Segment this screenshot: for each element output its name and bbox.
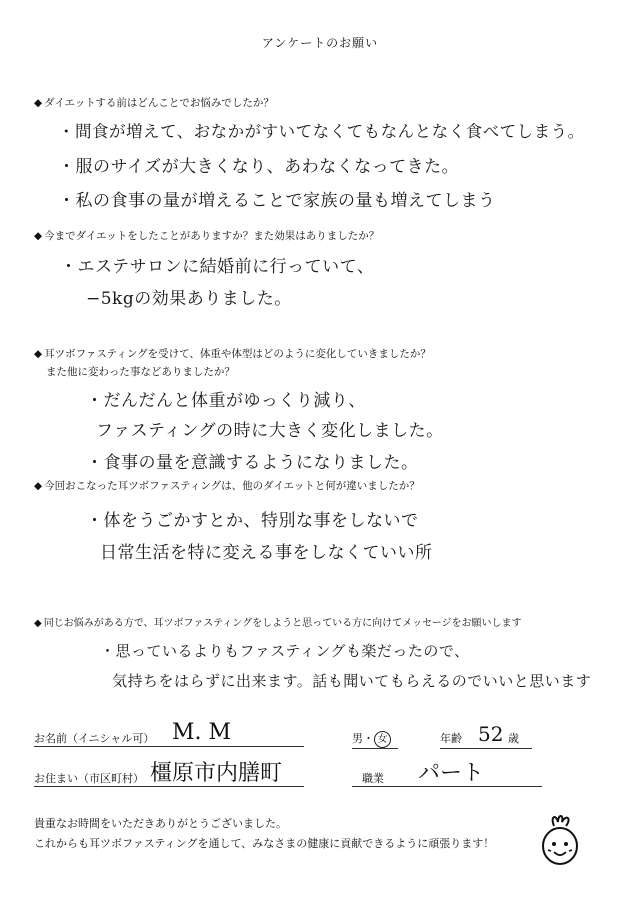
- answer-2-line-2: −5kgの効果ありました。: [86, 289, 292, 309]
- question-5-text: 同じお悩みがある方で、耳ツボファスティングをしようと思っている方に向けてメッセージをお願いします: [43, 618, 522, 629]
- question-1: [34, 95, 274, 111]
- gender-underline: [352, 748, 398, 749]
- answer-3-line-1: ・だんだんと体重がゆっくり減り、: [86, 391, 366, 411]
- answer-4-line-2: 日常生活を特に変える事をしなくていい所: [100, 543, 433, 563]
- question-5: [34, 616, 522, 632]
- answer-3-line-3: ・食事の量を意識するようになりました。: [86, 453, 419, 473]
- diamond-bullet-icon: ◆: [34, 348, 43, 360]
- question-3: [34, 346, 431, 362]
- name-value: M. M: [172, 720, 232, 745]
- job-underline: [352, 786, 542, 787]
- name-underline: [34, 746, 304, 747]
- age-underline: [440, 748, 532, 749]
- job-value: パート: [418, 761, 485, 786]
- question-1-text: ダイエットする前はどんことでお悩みでしたか？: [44, 97, 274, 109]
- question-3-text: 耳ツボファスティングを受けて、体重や体型はどのように変化していきましたか？: [44, 348, 431, 360]
- address-label: お住まい（市区町村）: [34, 772, 144, 785]
- age-unit: 歳: [508, 732, 519, 745]
- question-4: [34, 478, 420, 494]
- diamond-bullet-icon: ◆: [34, 480, 43, 492]
- answer-5-line-2: 気持ちをはらずに出来ます。話も聞いてもらえるのでいいと思います: [112, 672, 592, 690]
- gender-male: 男: [352, 732, 363, 745]
- job-label: 職業: [362, 772, 384, 785]
- question-2-text: 今までダイエットをしたことがありますか？また効果はありましたか？: [44, 230, 380, 242]
- address-value: 橿原市内膳町: [150, 761, 283, 786]
- diamond-bullet-icon: ◆: [34, 230, 43, 242]
- question-2: [34, 228, 379, 244]
- gender-field: [352, 730, 391, 748]
- name-label: お名前（イニシャル可）: [34, 732, 155, 745]
- diamond-bullet-icon: ◆: [34, 618, 42, 629]
- answer-1-line-1: ・間食が増えて、おなかがすいてなくてもなんとなく食べてしまう。: [58, 122, 585, 141]
- closing-line-2: これからも耳ツボファスティングを通して、みなさまの健康に貢献できるように頑張ります！: [34, 837, 495, 850]
- answer-1-line-3: ・私の食事の量が増えることで家族の量も増えてしまう: [58, 191, 496, 211]
- document-title: アンケートのお願い: [261, 36, 379, 50]
- mascot-icon: [538, 812, 582, 868]
- answer-1-line-2: ・服のサイズが大きくなり、あわなくなってきた。: [58, 157, 460, 177]
- answer-3-line-2: ファスティングの時に大きく変化しました。: [96, 421, 444, 441]
- answer-5-line-1: ・思っているよりもファスティングも楽だったので、: [100, 642, 470, 660]
- address-underline: [34, 786, 304, 787]
- age-label: 年齢: [440, 732, 462, 745]
- question-3-text-2: また他に変わった事などありましたか？: [46, 366, 235, 378]
- gender-female-circled: 女: [374, 731, 391, 748]
- diamond-bullet-icon: ◆: [34, 97, 43, 109]
- answer-4-line-1: ・体をうごかすとか、特別な事をしないで: [86, 511, 419, 531]
- question-4-text: 今回おこなった耳ツボファスティングは、他のダイエットと何が違いましたか？: [44, 480, 420, 492]
- answer-2-line-1: ・エステサロンに結婚前に行っていて、: [60, 257, 375, 277]
- gender-separator: ・: [363, 732, 374, 745]
- age-value: 52: [478, 722, 504, 746]
- closing-line-1: 貴重なお時間をいただきありがとうございました。: [34, 817, 287, 830]
